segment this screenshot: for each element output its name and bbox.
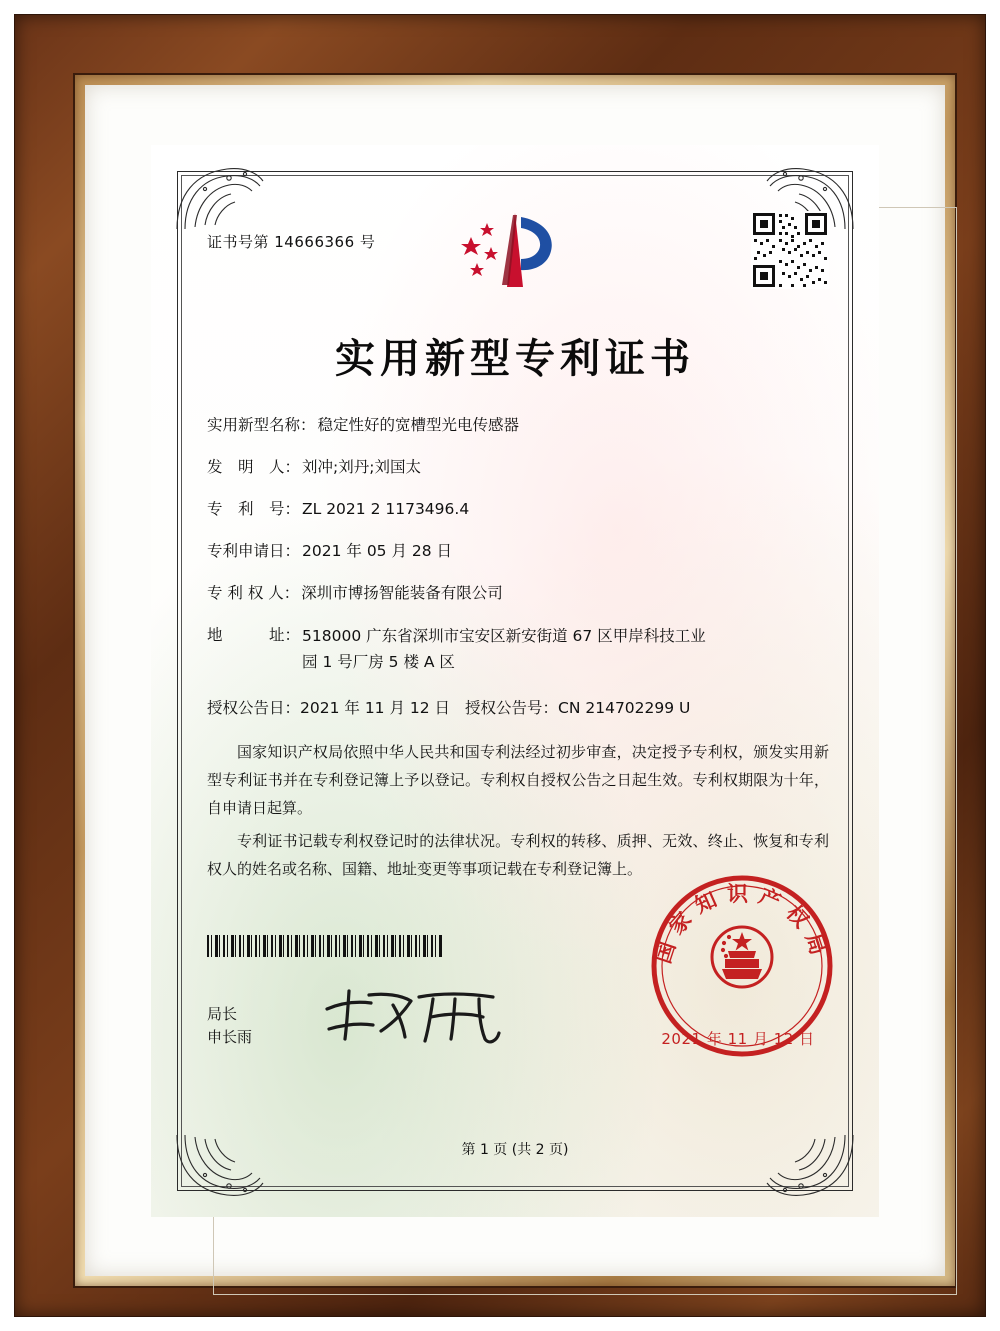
certificate-fields xyxy=(207,413,827,736)
legal-text xyxy=(207,739,829,890)
field-value: 刘冲;刘丹;刘国太 xyxy=(302,458,421,477)
page-title: 实用新型专利证书 xyxy=(335,336,695,382)
grant-number-value: CN 214702299 U xyxy=(558,698,691,717)
field-row-patentee xyxy=(207,581,827,605)
field-row-utility-model-name xyxy=(207,413,827,437)
field-value: 稳定性好的宽槽型光电传感器 xyxy=(317,416,520,434)
field-value-line2: 园 1 号厂房 5 楼 A 区 xyxy=(302,653,455,672)
field-value: 深圳市博扬智能装备有限公司 xyxy=(301,584,503,603)
grant-date-value: 2021 年 11 月 12 日 xyxy=(300,698,451,717)
signature-block xyxy=(207,1003,252,1050)
field-row-inventors xyxy=(207,455,827,479)
field-label: 实用新型名称： xyxy=(207,416,316,434)
paragraph-1: 国家知识产权局依照中华人民共和国专利法经过初步审查，决定授予专利权，颁发实用新型专利证书并在专利登记簿上予以登记。专利权自授权公告之日起生效。专利权期限为十年，自申请日起算。 xyxy=(207,743,829,817)
field-value: 518000 广东省深圳市宝安区新安街道 67 区甲岸科技工业 xyxy=(302,627,706,646)
handwritten-signature-icon xyxy=(315,983,515,1047)
field-row-patent-number xyxy=(207,497,827,521)
page-indicator: 第 1 页 (共 2 页) xyxy=(461,1142,569,1158)
director-name-label: 申长雨 xyxy=(207,1028,253,1047)
paragraph-2: 专利证书记载专利权登记时的法律状况。专利权的转移、质押、无效、终止、恢复和专利权人的姓名或名称、国籍、地址变更等事项记载在专利登记簿上。 xyxy=(207,832,829,878)
field-label: 专 利 权 人： xyxy=(207,584,300,603)
field-value: ZL 2021 2 1173496.4 xyxy=(302,500,470,519)
patent-certificate xyxy=(151,145,879,1217)
field-value: 2021 年 05 月 28 日 xyxy=(302,542,453,561)
certificate-number: 证书号第 14666366 号 xyxy=(207,233,376,251)
field-row-application-date xyxy=(207,539,827,563)
field-row-grant-announcement xyxy=(207,696,827,720)
seal-date: 2021 年 11 月 12 日 xyxy=(661,1030,815,1048)
barcode xyxy=(207,935,442,957)
field-label: 专 利 号： xyxy=(207,500,301,519)
grant-date-label: 授权公告日： xyxy=(207,698,301,717)
picture-frame-outer xyxy=(14,14,986,1317)
field-label: 专利申请日： xyxy=(207,542,301,561)
qr-code-icon xyxy=(751,211,829,289)
cnipa-logo-icon xyxy=(447,207,587,293)
field-label: 地 址： xyxy=(207,626,301,645)
field-row-address xyxy=(207,623,827,676)
director-role-label: 局长 xyxy=(207,1005,238,1023)
grant-number-label: 授权公告号： xyxy=(465,698,559,717)
svg-text:国家知识产权局: 国家知识产权局 xyxy=(650,882,834,967)
field-label: 发 明 人： xyxy=(207,458,301,477)
